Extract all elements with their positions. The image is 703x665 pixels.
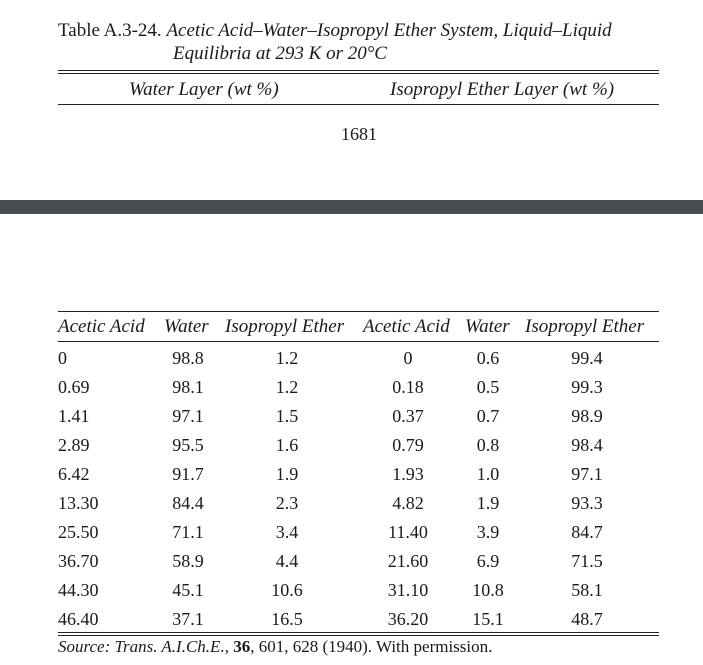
cell-ether-acetic-acid: 21.60 — [387, 551, 429, 571]
cell-water-water: 98.1 — [172, 377, 204, 397]
source-volume: 36 — [233, 637, 251, 656]
cell-ether-isopropyl-ether: 98.4 — [571, 435, 603, 455]
cell-water-isopropyl-ether: 4.4 — [275, 551, 299, 571]
cell-ether-acetic-acid: 31.10 — [387, 580, 429, 600]
cell-water-isopropyl-ether: 1.2 — [275, 348, 299, 368]
cell-ether-isopropyl-ether: 48.7 — [571, 609, 603, 629]
page-break-divider — [0, 200, 703, 214]
cell-water-isopropyl-ether: 1.6 — [275, 435, 299, 455]
cell-water-acetic-acid: 0 — [58, 348, 67, 368]
col-header-ether-isopropyl-ether: Isopropyl Ether — [525, 316, 645, 337]
page-number: 1681 — [341, 124, 377, 144]
cell-ether-acetic-acid: 11.40 — [388, 522, 428, 542]
cell-ether-acetic-acid: 0.79 — [392, 435, 424, 455]
bottom-double-rule-upper — [58, 632, 659, 633]
cell-ether-water: 1.9 — [476, 493, 500, 513]
caption-title-line2: Equilibria at 293 K or 20°C — [173, 43, 387, 64]
cell-water-acetic-acid: 25.50 — [58, 522, 99, 542]
table-caption — [58, 19, 612, 65]
caption-title-line1: Acetic Acid–Water–Isopropyl Ether System, Liquid–Liquid — [166, 20, 612, 41]
cell-ether-water: 3.9 — [476, 522, 500, 542]
table-source-note — [58, 637, 492, 657]
cell-water-acetic-acid: 46.40 — [58, 609, 99, 629]
cell-water-acetic-acid: 13.30 — [58, 493, 99, 513]
cell-ether-water: 0.5 — [476, 377, 500, 397]
cell-water-acetic-acid: 36.70 — [58, 551, 99, 571]
source-prefix: Source: Trans. A.I.Ch.E., — [58, 637, 229, 656]
cell-water-water: 58.9 — [172, 551, 204, 571]
cell-ether-isopropyl-ether: 99.4 — [571, 348, 603, 368]
cell-water-water: 98.8 — [172, 348, 204, 368]
cell-water-water: 45.1 — [172, 580, 204, 600]
col-header-ether-water: Water — [465, 316, 510, 337]
cell-water-water: 91.7 — [172, 464, 204, 484]
cell-water-water: 71.1 — [172, 522, 204, 542]
cell-water-acetic-acid: 2.89 — [58, 435, 90, 455]
column-header-bottom-rule — [58, 341, 659, 342]
cell-ether-acetic-acid: 1.93 — [392, 464, 424, 484]
water-layer-header: Water Layer (wt %) — [129, 79, 279, 100]
cell-water-acetic-acid: 1.41 — [58, 406, 90, 426]
cell-ether-isopropyl-ether: 99.3 — [571, 377, 603, 397]
cell-water-isopropyl-ether: 1.5 — [275, 406, 299, 426]
col-header-water-water: Water — [164, 316, 209, 337]
layer-header-rule — [58, 104, 659, 105]
cell-water-isopropyl-ether: 1.9 — [275, 464, 299, 484]
ether-layer-header: Isopropyl Ether Layer (wt %) — [390, 79, 615, 100]
cell-water-water: 97.1 — [172, 406, 204, 426]
cell-water-isopropyl-ether: 2.3 — [275, 493, 299, 513]
cell-water-isopropyl-ether: 3.4 — [275, 522, 299, 542]
cell-ether-acetic-acid: 4.82 — [392, 493, 424, 513]
cell-ether-water: 6.9 — [476, 551, 500, 571]
col-header-water-acetic-acid: Acetic Acid — [58, 316, 145, 337]
cell-water-acetic-acid: 44.30 — [58, 580, 99, 600]
cell-ether-water: 10.8 — [472, 580, 504, 600]
cell-water-acetic-acid: 6.42 — [58, 464, 90, 484]
source-rest: , 601, 628 (1940). With permission. — [250, 637, 493, 656]
cell-ether-water: 1.0 — [476, 464, 500, 484]
cell-ether-acetic-acid: 36.20 — [387, 609, 429, 629]
cell-ether-water: 0.8 — [476, 435, 500, 455]
cell-water-water: 84.4 — [172, 493, 204, 513]
cell-water-isopropyl-ether: 10.6 — [271, 580, 303, 600]
col-header-water-isopropyl-ether: Isopropyl Ether — [225, 316, 345, 337]
top-double-rule-lower — [58, 73, 659, 74]
cell-ether-isopropyl-ether: 84.7 — [571, 522, 603, 542]
page-top-section — [0, 0, 703, 200]
cell-water-water: 95.5 — [172, 435, 204, 455]
cell-ether-acetic-acid: 0.37 — [392, 406, 424, 426]
cell-ether-acetic-acid: 0 — [403, 348, 413, 368]
top-double-rule-upper — [58, 70, 659, 71]
cell-ether-acetic-acid: 0.18 — [392, 377, 424, 397]
cell-ether-isopropyl-ether: 97.1 — [571, 464, 603, 484]
cell-ether-isopropyl-ether: 93.3 — [571, 493, 603, 513]
bottom-double-rule-lower — [58, 635, 659, 636]
column-header-top-rule — [58, 311, 659, 312]
cell-ether-isopropyl-ether: 98.9 — [571, 406, 603, 426]
cell-ether-water: 0.7 — [476, 406, 500, 426]
cell-ether-water: 15.1 — [472, 609, 504, 629]
cell-water-isopropyl-ether: 16.5 — [271, 609, 303, 629]
cell-ether-isopropyl-ether: 71.5 — [571, 551, 603, 571]
cell-water-water: 37.1 — [172, 609, 204, 629]
caption-label: Table A.3-24. — [58, 20, 162, 41]
cell-water-isopropyl-ether: 1.2 — [275, 377, 299, 397]
cell-ether-water: 0.6 — [476, 348, 500, 368]
col-header-ether-acetic-acid: Acetic Acid — [363, 316, 450, 337]
cell-ether-isopropyl-ether: 58.1 — [571, 580, 603, 600]
cell-water-acetic-acid: 0.69 — [58, 377, 90, 397]
